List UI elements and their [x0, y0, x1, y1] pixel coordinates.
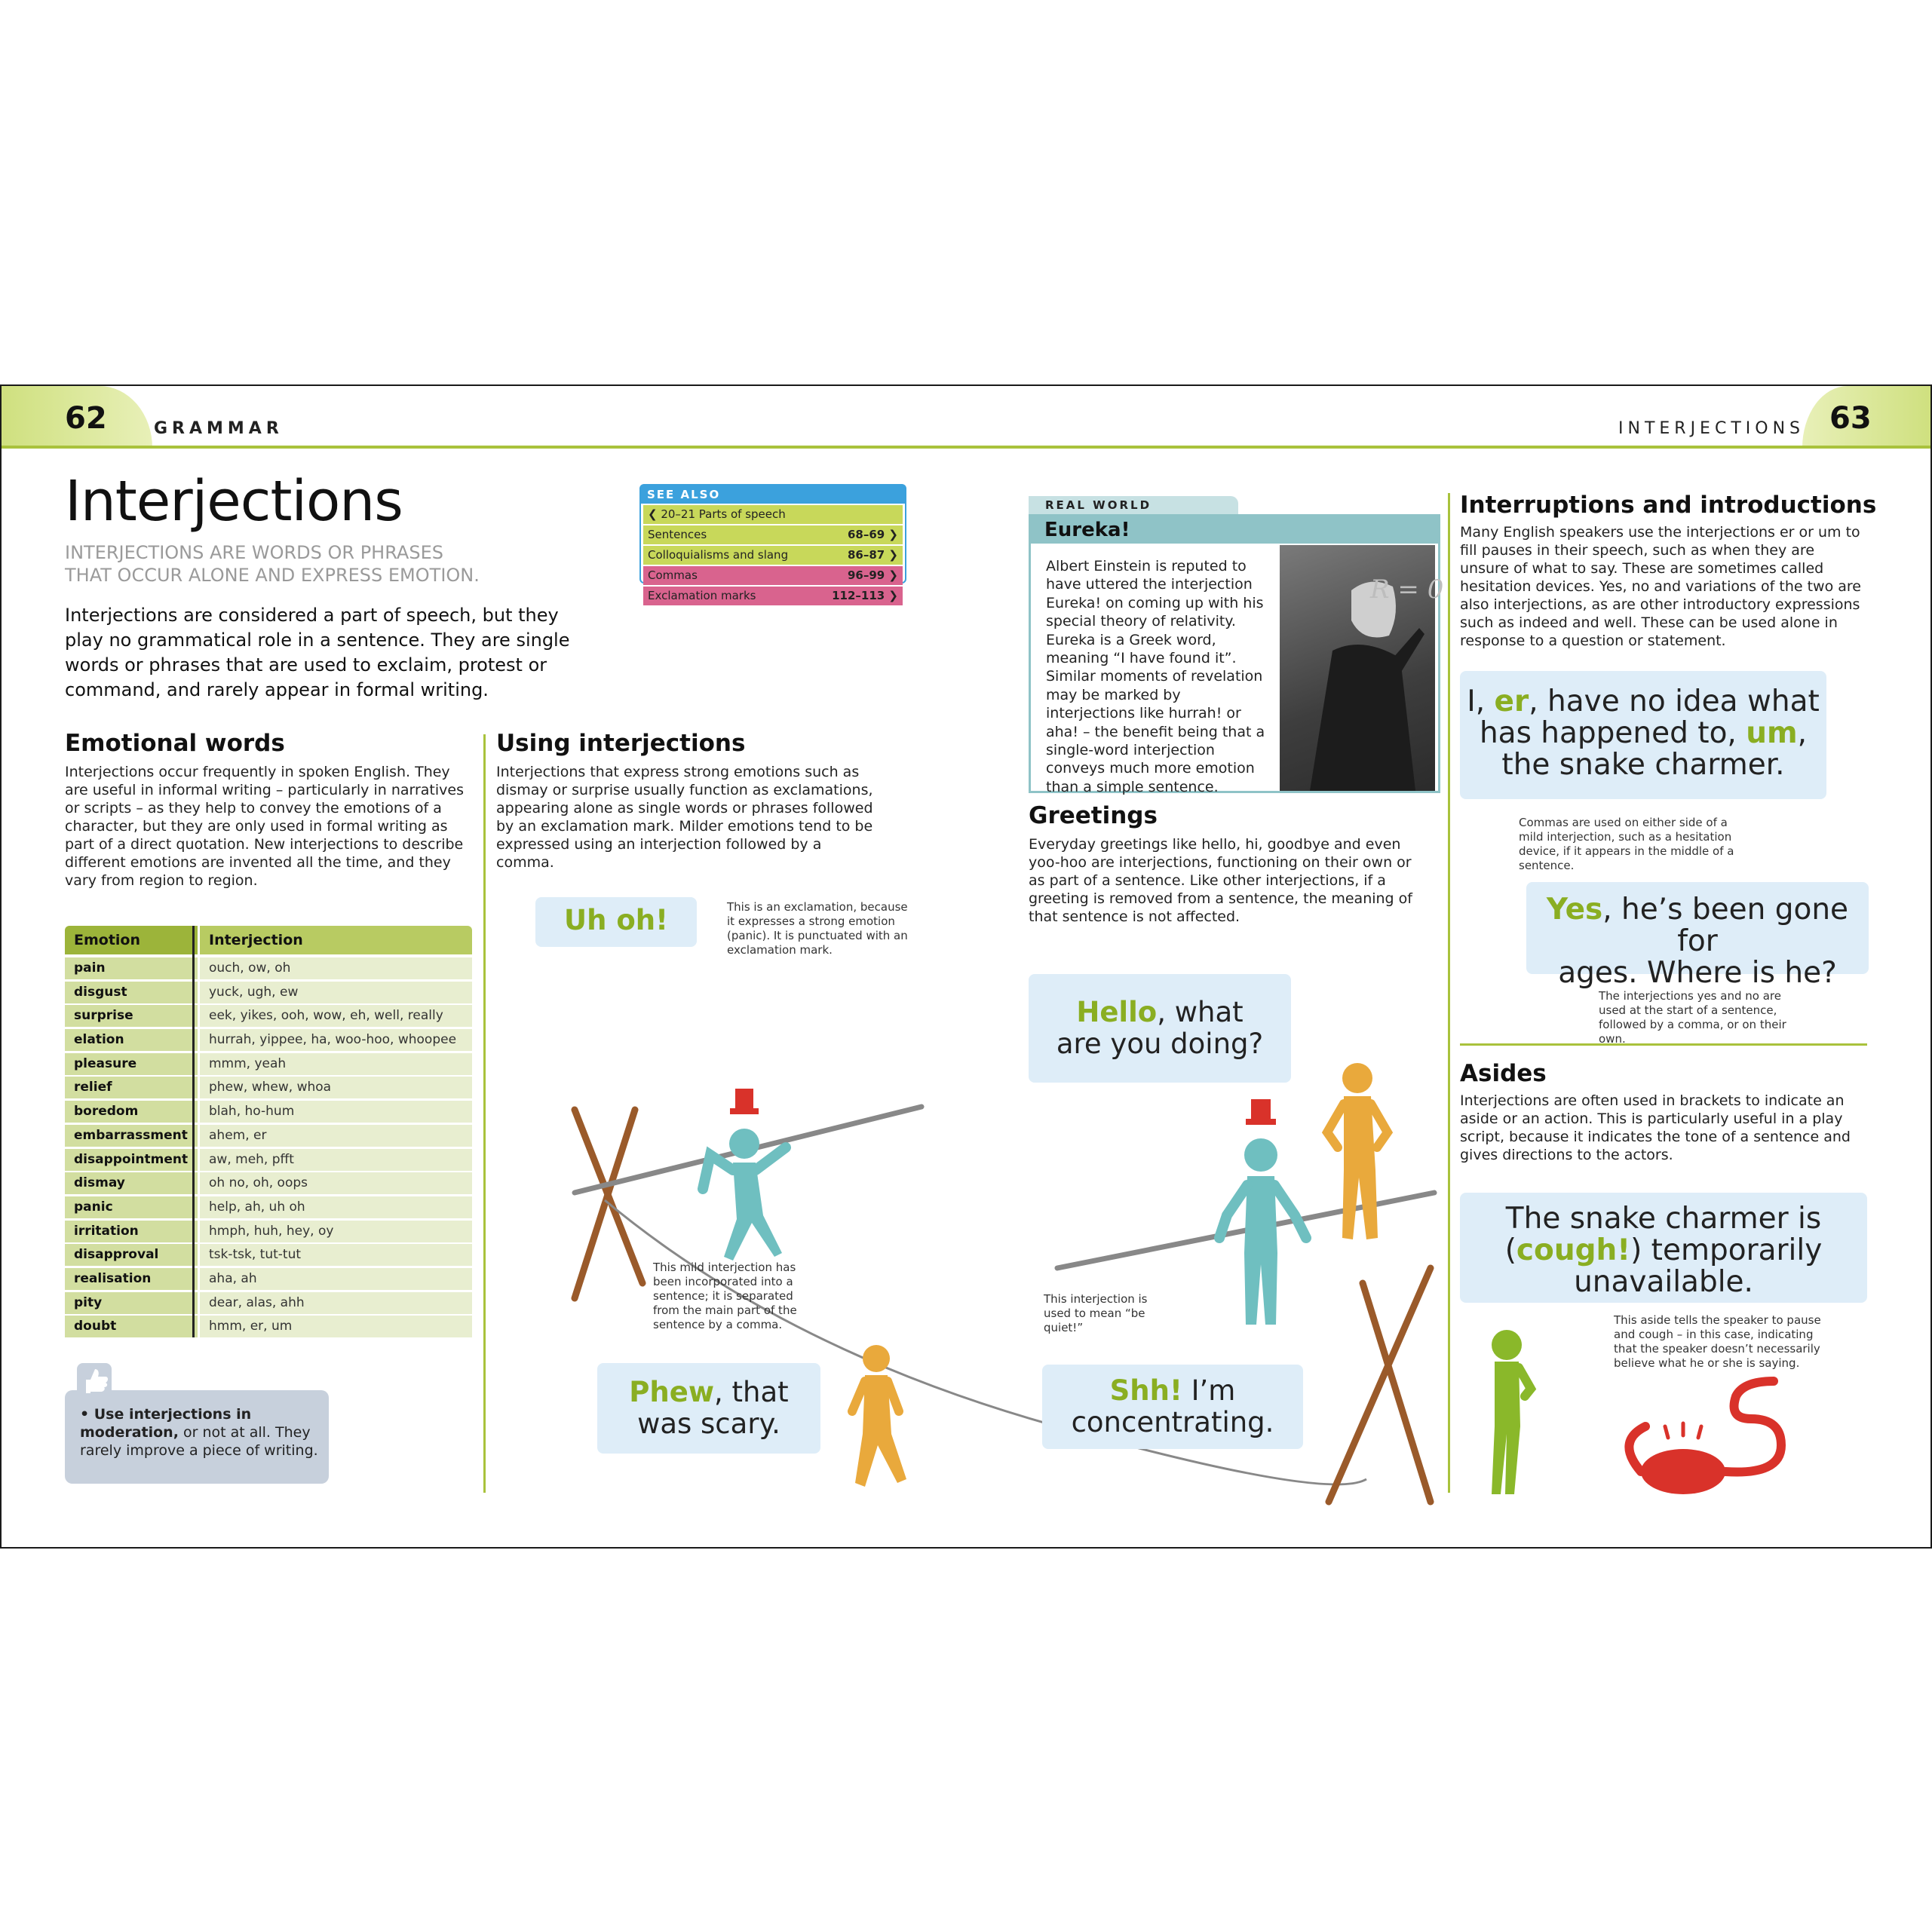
intro-paragraph: Interjections are considered a part of speech, but they play no grammatical role in a sentence. They are single words or phrases that are used to exclaim, protest or command, and rarely appear in formal writing.: [65, 605, 570, 700]
person-body: [1342, 1096, 1378, 1239]
bubble-emphasis: um: [1746, 716, 1798, 750]
snake-basket: [1641, 1449, 1725, 1494]
real-world-title: Eureka!: [1031, 516, 1438, 544]
speech-bubble-uh-oh: [535, 897, 697, 947]
interjection-cell: hmm, er, um: [198, 1316, 472, 1337]
table-row: [65, 982, 472, 1003]
einstein-photo: [1280, 545, 1444, 791]
emotion-cell: doubt: [65, 1316, 198, 1337]
speech-bubble-hello: [1029, 974, 1291, 1083]
see-also-pages: 68–69 ❯: [847, 528, 898, 541]
svg-text:R = 0: R = 0: [1370, 574, 1444, 605]
interruptions-body: Many English speakers use the interjections er or um to fill pauses in their speech, such as when they are unsure of what to say. These are sometimes called hesitation devices. Yes, no and variations of the two are also interjections, as are other introductory expressions such as indeed and well. These can be used alone in response to a question or statement.: [1460, 524, 1861, 649]
table-row: [65, 1125, 472, 1147]
interjection-cell: dear, alas, ahh: [198, 1292, 472, 1314]
table-header-row: [65, 926, 472, 954]
bubble-emphasis: Yes: [1546, 893, 1603, 927]
cough-note: This aside tells the speaker to pause and cough – in this case, indicating that the speaker doesn’t necessarily believe what he or she is saying.: [1614, 1313, 1821, 1370]
bubble-text: has happened to,: [1479, 716, 1746, 750]
person-body: [1492, 1362, 1520, 1494]
bubble-text: was scary.: [637, 1408, 780, 1440]
emotional-words-heading: Emotional words: [65, 730, 285, 757]
walker-body: [1244, 1176, 1277, 1325]
left-section-label: GRAMMAR: [154, 419, 284, 438]
emotion-cell: disappointment: [65, 1149, 198, 1171]
bubble-emphasis: Uh oh!: [564, 904, 668, 936]
top-hat: [735, 1089, 753, 1110]
see-also-label: Commas: [648, 568, 698, 582]
phew-note: This mild interjection has been incorporated into a sentence; it is separated from the main part of the sentence by a comma.: [653, 1261, 797, 1331]
pole-stick: [1329, 1268, 1431, 1502]
emotion-cell: pain: [65, 957, 198, 979]
bubble-text: I,: [1467, 685, 1495, 718]
emotion-cell: disgust: [65, 982, 198, 1003]
interjection-cell: tsk-tsk, tut-tut: [198, 1244, 472, 1266]
emotion-cell: panic: [65, 1196, 198, 1218]
see-also-item[interactable]: [643, 566, 903, 585]
emotion-cell: surprise: [65, 1005, 198, 1027]
table-row: [65, 1029, 472, 1051]
bubble-text: ages. Where is he?: [1558, 956, 1837, 990]
table-row: [65, 1053, 472, 1075]
person-head: [863, 1345, 890, 1372]
walker-body: [724, 1163, 782, 1261]
see-also-pages: 96–99 ❯: [847, 568, 898, 582]
shh-note: This interjection is used to mean “be quiet!”: [1044, 1292, 1148, 1334]
table-row: [65, 1244, 472, 1266]
table-divider: [192, 926, 195, 1337]
right-page-number: 63: [1829, 401, 1872, 436]
emotion-cell: pity: [65, 1292, 198, 1314]
greetings-body: Everyday greetings like hello, hi, goodbye and even yoo-hoo are interjections, functioning on their own or as part of a sentence. Like other interjections, if a greeting is removed from a sentence, the meaning of that sentence is not affected.: [1029, 836, 1412, 925]
speech-bubble-er-um: [1460, 671, 1826, 799]
interjection-cell: phew, whew, whoa: [198, 1077, 472, 1098]
bubble-text: I’m: [1182, 1374, 1236, 1407]
real-world-body: Albert Einstein is reputed to have uttered the interjection Eureka! on coming up with his special theory of relativity. Eureka is a Greek word, meaning “I have found it”. Similar moments of revelation may be marked by interjections like hurrah! or aha! – the benefit being that a single-word interjection conveys much more emotion than a simple sentence.: [1046, 558, 1265, 795]
interjection-cell: mmm, yeah: [198, 1053, 472, 1075]
table-row: [65, 1172, 472, 1194]
emotion-cell: elation: [65, 1029, 198, 1051]
bubble-text: , what: [1157, 996, 1244, 1028]
table-row: [65, 1149, 472, 1171]
table-header-interjection: Interjection: [198, 926, 472, 954]
emotion-cell: dismay: [65, 1172, 198, 1194]
bubble-emphasis: Phew: [629, 1376, 715, 1408]
emotion-cell: irritation: [65, 1221, 198, 1242]
interjection-cell: eek, yikes, ooh, wow, eh, well, really: [198, 1005, 472, 1027]
speech-bubble-cough: [1460, 1193, 1867, 1303]
interjection-cell: aw, meh, pfft: [198, 1149, 472, 1171]
table-row: [65, 1196, 472, 1218]
interjection-cell: blah, ho-hum: [198, 1101, 472, 1123]
table-row: [65, 957, 472, 979]
right-section-label: INTERJECTIONS: [1618, 419, 1805, 438]
uh-oh-note: This is an exclamation, because it expresses a strong emotion (panic). It is punctuated with an exclamation mark.: [727, 900, 908, 957]
table-row: [65, 1077, 472, 1098]
emotion-cell: embarrassment: [65, 1125, 198, 1147]
bubble-text: , have no idea what: [1529, 685, 1820, 718]
using-interjections-heading: Using interjections: [496, 730, 746, 757]
emotion-cell: disapproval: [65, 1244, 198, 1266]
see-also-box: [639, 484, 906, 602]
person-head: [1342, 1063, 1372, 1093]
bubble-emphasis: er: [1494, 685, 1529, 718]
see-also-label: Exclamation marks: [648, 589, 756, 602]
bubble-text: ,: [1797, 716, 1808, 750]
snake-charmer-illustration: [1464, 1313, 1872, 1502]
table-row: [65, 1292, 472, 1314]
table-row: [65, 1268, 472, 1290]
interjection-cell: aha, ah: [198, 1268, 472, 1290]
speech-bubble-shh: [1042, 1365, 1303, 1449]
greetings-heading: Greetings: [1029, 802, 1158, 829]
speech-bubble-yes: [1526, 882, 1869, 990]
see-also-pages: 112–113 ❯: [832, 589, 898, 602]
bubble-text: The snake charmer is: [1505, 1202, 1822, 1236]
table-row: [65, 1316, 472, 1337]
real-world-tab: REAL WORLD: [1029, 496, 1238, 514]
interjection-cell: ahem, er: [198, 1125, 472, 1147]
bubble-text: are you doing?: [1056, 1028, 1264, 1060]
see-also-heading: SEE ALSO: [641, 486, 905, 504]
see-also-item[interactable]: [643, 587, 903, 605]
emotional-words-body: Interjections occur frequently in spoken English. They are useful in informal writing – particularly in narratives or scripts – as they help to convey the emotions of a character, but they are only used in formal writing as part of a direct quotation. New interjections to describe different emotions are invented all the time, and they vary from region to region.: [65, 764, 464, 889]
interruptions-heading: Interruptions and introductions: [1460, 492, 1877, 519]
bubble-text: ) temporarily: [1630, 1233, 1823, 1267]
person-head: [1492, 1330, 1522, 1360]
top-hat: [1251, 1099, 1271, 1120]
using-interjections-body: Interjections that express strong emotions such as dismay or surprise usually function as exclamations, appearing alone as single words or phrases followed by an exclamation mark. Milder emotions tend to be expressed using an interjection followed by a comma.: [496, 764, 873, 871]
book-spread: [0, 384, 1932, 1549]
table-row: [65, 1005, 472, 1027]
interjection-cell: yuck, ugh, ew: [198, 982, 472, 1003]
bubble-text: concentrating.: [1071, 1406, 1274, 1438]
interjection-cell: ouch, ow, oh: [198, 957, 472, 979]
interjection-cell: oh no, oh, oops: [198, 1172, 472, 1194]
emotion-cell: boredom: [65, 1101, 198, 1123]
asides-heading: Asides: [1460, 1060, 1547, 1087]
tip-bold: • Use interjections in moderation,: [80, 1406, 252, 1441]
speech-bubble-phew: [597, 1363, 820, 1454]
walker-head: [1244, 1138, 1277, 1172]
see-also-label: Sentences: [648, 528, 707, 541]
left-page-number: 62: [65, 401, 107, 436]
emotion-cell: pleasure: [65, 1053, 198, 1075]
real-world-box: [1029, 514, 1444, 795]
page-title: Interjections: [65, 469, 403, 534]
tip-rest: or not at all. They rarely improve a piece of writing.: [80, 1424, 318, 1459]
bubble-text: the snake charmer.: [1501, 748, 1785, 782]
emotion-cell: relief: [65, 1077, 198, 1098]
yes-note: The interjections yes and no are used at the start of a sentence, followed by a comma, or on their own.: [1599, 989, 1786, 1046]
tip-text: [80, 1405, 318, 1460]
emotion-table: [65, 926, 472, 1340]
see-also-label: Colloquialisms and slang: [648, 548, 789, 562]
bubble-text: , that: [714, 1376, 789, 1408]
table-row: [65, 1221, 472, 1242]
see-also-item[interactable]: [643, 546, 903, 565]
see-also-pages: 86–87 ❯: [847, 548, 898, 562]
interjection-cell: hmph, huh, hey, oy: [198, 1221, 472, 1242]
tip-box: [65, 1390, 329, 1484]
bubble-text: unavailable.: [1574, 1265, 1753, 1299]
asides-body: Interjections are often used in brackets to indicate an aside or an action. This is particularly useful in a play script, because it indicates the tone of a sentence and gives directions to the actors.: [1460, 1092, 1851, 1163]
bubble-text: (: [1504, 1233, 1516, 1267]
bubble-text: , he’s been gone for: [1602, 893, 1849, 958]
see-also-item[interactable]: [643, 505, 903, 524]
interjection-cell: help, ah, uh oh: [198, 1196, 472, 1218]
see-also-item[interactable]: [643, 525, 903, 544]
table-header-emotion: Emotion: [65, 926, 198, 954]
emotion-cell: realisation: [65, 1268, 198, 1290]
interjection-cell: hurrah, yippee, ha, woo-hoo, whoopee: [198, 1029, 472, 1051]
header-rule: [2, 446, 1930, 449]
bubble-emphasis: Shh!: [1109, 1374, 1182, 1407]
bubble-emphasis: cough!: [1516, 1233, 1631, 1267]
table-row: [65, 1101, 472, 1123]
er-um-note: Commas are used on either side of a mild interjection, such as a hesitation device, if it appears in the middle of a sentence.: [1519, 816, 1734, 872]
page-subtitle: INTERJECTIONS ARE WORDS OR PHRASES THAT OCCUR ALONE AND EXPRESS EMOTION.: [65, 542, 480, 586]
walker-head: [729, 1129, 759, 1159]
thumbs-up-icon: [77, 1363, 112, 1398]
see-also-label: ❮ 20–21 Parts of speech: [648, 507, 786, 521]
bubble-emphasis: Hello: [1076, 996, 1158, 1028]
